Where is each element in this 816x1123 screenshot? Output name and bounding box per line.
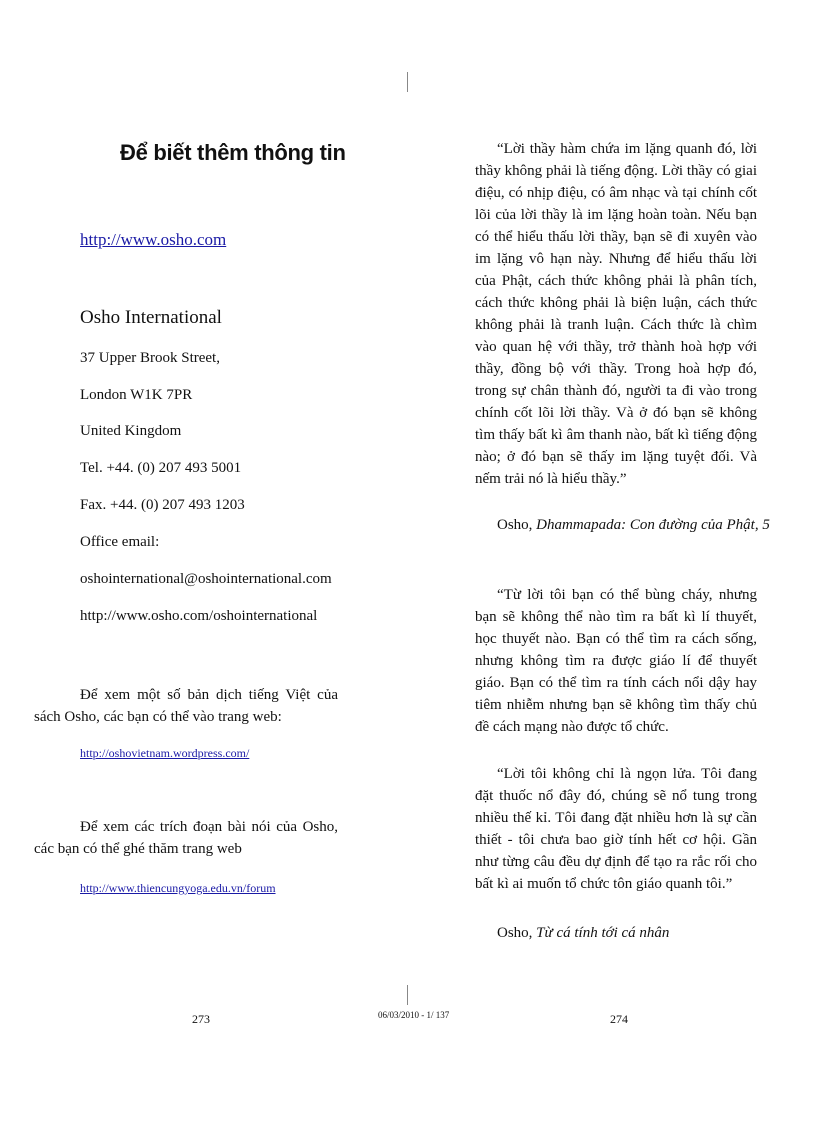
quote-attribution-dhammapada: Osho, Dhammapada: Con đường của Phật, 5 xyxy=(497,517,770,533)
telephone: Tel. +44. (0) 207 493 5001 xyxy=(80,460,242,476)
osho-vietnam-link[interactable]: http://oshovietnam.wordpress.com/ xyxy=(80,746,250,760)
translations-paragraph: Để xem một số bản dịch tiếng Việt của sách Osho, các bạn có thể vào trang web: xyxy=(34,687,338,725)
address-line-2: London W1K 7PR xyxy=(80,387,193,403)
fax: Fax. +44. (0) 207 493 1203 xyxy=(80,497,245,513)
office-email-label: Office email: xyxy=(80,534,160,550)
print-date-label: 06/03/2010 - 1/ 137 xyxy=(378,1010,450,1020)
excerpts-paragraph: Để xem các trích đoạn bài nói của Osho, các bạn có thể ghé thăm trang web xyxy=(34,819,338,857)
org-name: Osho International xyxy=(80,307,222,328)
quote-dynamite: “Lời tôi không chỉ là ngọn lửa. Tôi đang đặt thuốc nổ đây đó, chúng sẽ nổ tung trong nhiều thế kỉ. Tôi đang đặt nhiều hơn là sự cần thiết - tôi chưa bao giờ tính hết cơ hội. Gần như từng câu đều dự định để tạo ra rắc rối cho bất kì ai muốn tổ chức tôn giáo quanh tôi.” xyxy=(475,766,757,892)
crop-mark-top xyxy=(407,72,408,92)
crop-mark-bottom xyxy=(407,985,408,1005)
quote-silence: “Lời thầy hàm chứa im lặng quanh đó, lời thầy không phải là tiếng động. Lời thầy có giai điệu, có nhịp điệu, có âm nhạc và tại chính cốt lõi của lời thầy là im lặng hoàn toàn. Nếu bạn có thể hiểu thấu lời thầy, bạn sẽ đi xuyên vào im lặng vô hạn này. Nhưng để hiểu thấu lời của Phật, cách thức không phải là phân tích, cách thức không phải là biện luận, cách thức không phải là tranh luận. Cách thức là chìm vào quan hệ với thầy, trở thành hoà hợp với thầy, đồng bộ với thầy. Trong hoà hợp đó, trong sự chân thành đó, người ta đi vào trong chính cốt lõi lời thầy. Và ở đó bạn sẽ không tìm thấy bất kì âm thanh nào, bất kì tiếng động nào; ở đó bạn sẽ thấy im lặng tuyệt đối. Và nếm trải nó là hiểu thầy.” xyxy=(475,141,757,487)
right-page-number: 274 xyxy=(610,1012,628,1026)
thiencung-forum-link[interactable]: http://www.thiencungyoga.edu.vn/forum xyxy=(80,881,276,895)
osho-website-link[interactable]: http://www.osho.com xyxy=(80,230,227,249)
left-page-number: 273 xyxy=(192,1012,210,1026)
address-line-1: 37 Upper Brook Street, xyxy=(80,350,220,366)
page-title: Để biết thêm thông tin xyxy=(120,140,346,165)
quote-attribution-individual: Osho, Từ cá tính tới cá nhân xyxy=(497,925,670,941)
org-url: http://www.osho.com/oshointernational xyxy=(80,608,318,624)
country: United Kingdom xyxy=(80,423,182,439)
office-email: oshointernational@oshointernational.com xyxy=(80,571,332,587)
quote-fire: “Từ lời tôi bạn có thể bùng cháy, nhưng bạn sẽ không thể nào tìm ra bất kì lí thuyết, học thuyết nào. Bạn có thể tìm ra cách sống, nhưng không tìm ra được giáo lí để thuyết giáo. Bạn có thể tìm ra tính cách nổi dậy hay tiêm nhiễm nhưng bạn sẽ không tìm thấy chủ đề cách mạng nào được tổ chức. xyxy=(475,587,757,735)
